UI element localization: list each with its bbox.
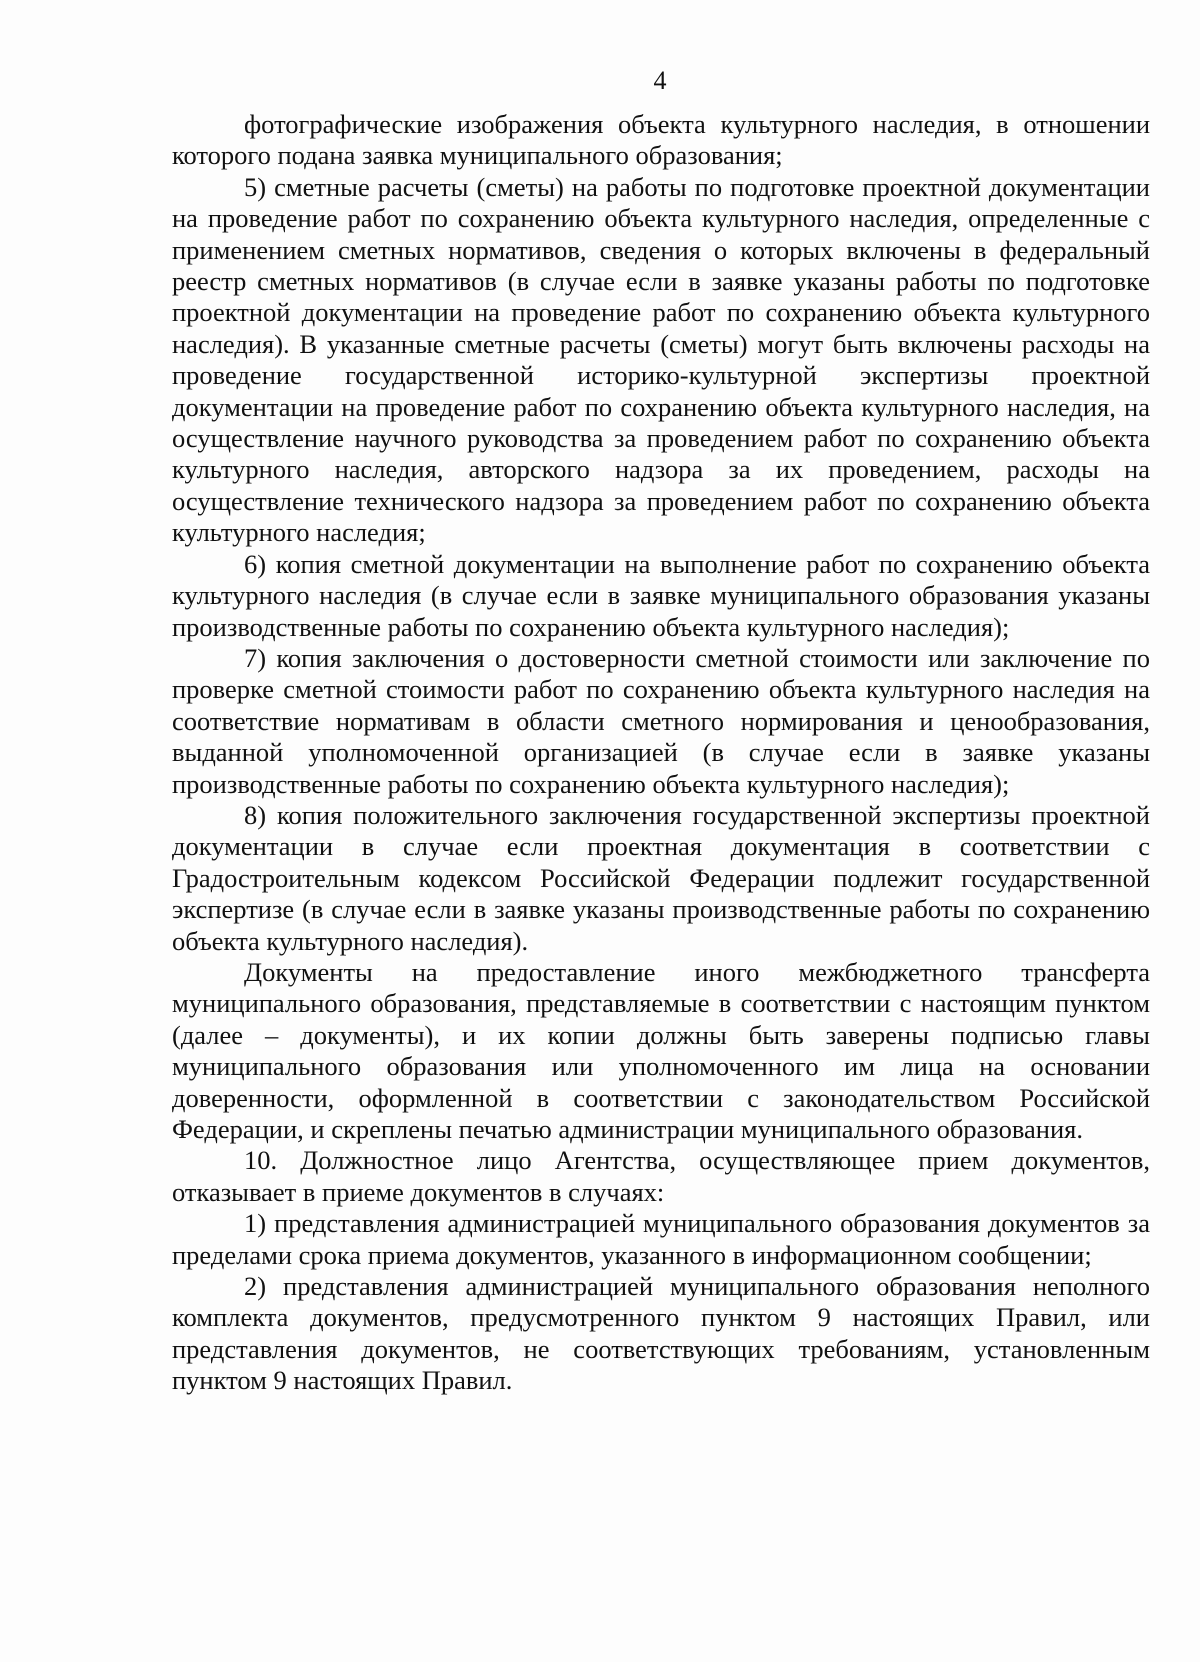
- paragraph-item-7: 7) копия заключения о достоверности сметной стоимости или заключение по проверке сметной стоимости работ по сохранению объекта культурного наследия на соответствие нормативам в области сметного нормирования и ценообразования, выданной уполномоченной организацией (в случае если в заявке указаны производственные работы по сохранению объекта культурного наследия);: [172, 642, 1150, 799]
- paragraph-photos: фотографические изображения объекта культурного наследия, в отношении которого подана заявка муниципального образования;: [172, 109, 1150, 171]
- paragraph-subitem-1: 1) представления администрацией муниципального образования документов за пределами срока приема документов, указанного в информационном сообщении;: [172, 1208, 1150, 1270]
- paragraph-item-6: 6) копия сметной документации на выполнение работ по сохранению объекта культурного наследия (в случае если в заявке муниципального образования указаны производственные работы по сохранению объекта культурного наследия);: [172, 548, 1150, 642]
- paragraph-item-8: 8) копия положительного заключения государственной экспертизы проектной документации в случае если проектная документация в соответствии с Градостроительным кодексом Российской Федерации подлежит государственной экспертизе (в случае если в заявке указаны производственные работы по сохранению объекта культурного наследия).: [172, 799, 1150, 956]
- document-body: [172, 109, 1150, 1397]
- page-number: 4: [653, 66, 667, 95]
- paragraph-item-5: 5) сметные расчеты (сметы) на работы по подготовке проектной документации на проведение работ по сохранению объекта культурного наследия, определенные с применением сметных нормативов, сведения о которых включены в федеральный реестр сметных нормативов (в случае если в заявке указаны работы по подготовке проектной документации на проведение работ по сохранению объекта культурного наследия). В указанные сметные расчеты (сметы) могут быть включены расходы на проведение государственной историко-культурной экспертизы проектной документации на проведение работ по сохранению объекта культурного наследия, на осуществление научного руководства за проведением работ по сохранению объекта культурного наследия, авторского надзора за их проведением, расходы на осуществление технического надзора за проведением работ по сохранению объекта культурного наследия;: [172, 171, 1150, 548]
- paragraph-documents: Документы на предоставление иного межбюджетного трансферта муниципального образования, представляемые в соответствии с настоящим пунктом (далее – документы), и их копии должны быть заверены подписью главы муниципального образования или уполномоченного им лица на основании доверенности, оформленной в соответствии с законодательством Российской Федерации, и скреплены печатью администрации муниципального образования.: [172, 956, 1150, 1144]
- paragraph-subitem-2: 2) представления администрацией муниципального образования неполного комплекта документов, предусмотренного пунктом 9 настоящих Правил, или представления документов, не соответствующих требованиям, установленным пунктом 9 настоящих Правил.: [172, 1271, 1150, 1396]
- paragraph-item-10: 10. Должностное лицо Агентства, осуществляющее прием документов, отказывает в приеме документов в случаях:: [172, 1145, 1150, 1207]
